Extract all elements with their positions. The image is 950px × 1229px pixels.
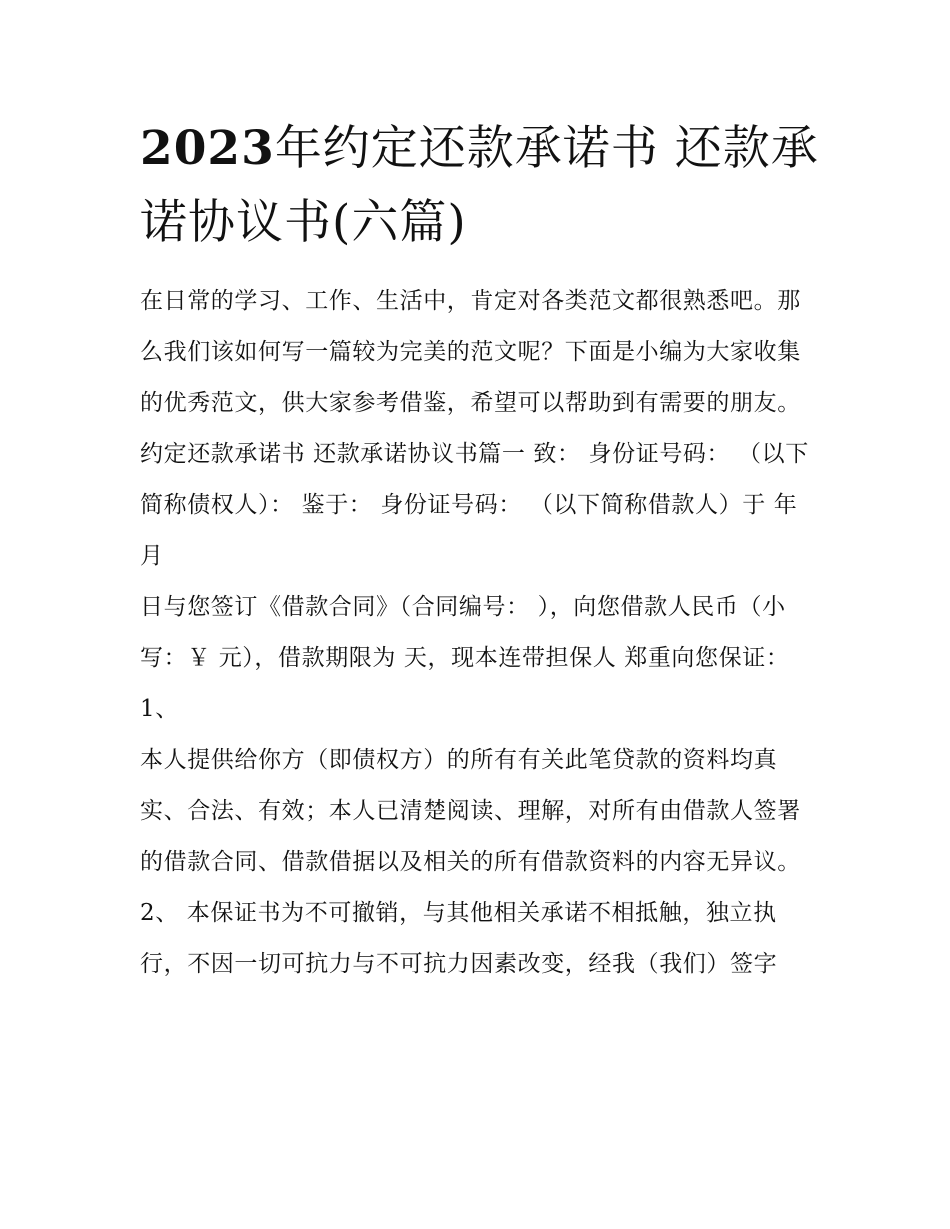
- document-title: [140, 112, 820, 260]
- addressee-paragraph: 约定还款承诺书 还款承诺协议书篇一 致： 身份证号码： （以下简称债权人）： 鉴于： 身份证号码： （以下简称借款人）于 年 月: [140, 441, 809, 569]
- document-page: [140, 112, 820, 990]
- document-body: [140, 276, 820, 990]
- clause-2-paragraph: 2、 本保证书为不可撤销，与其他相关承诺不相抵触，独立执行，不因一切可抗力与不可抗力因素改变，经我（我们）签字: [140, 900, 778, 977]
- contract-paragraph: 日与您签订《借款合同》（合同编号： ），向您借款人民币（小写：￥ 元），借款期限为 天，现本连带担保人 郑重向您保证： 1、: [140, 594, 790, 722]
- title-year: 2023: [140, 121, 275, 176]
- clause-1-paragraph: 本人提供给你方（即债权方）的所有有关此笔贷款的资料均真实、合法、有效；本人已清楚阅读、理解，对所有由借款人签署的借款合同、借款借据以及相关的所有借款资料的内容无异议。: [140, 747, 801, 875]
- intro-paragraph: 在日常的学习、工作、生活中，肯定对各类范文都很熟悉吧。那么我们该如何写一篇较为完美的范文呢？下面是小编为大家收集的优秀范文，供大家参考借鉴，希望可以帮助到有需要的朋友。: [140, 288, 801, 416]
- title-text: 年约定还款承诺书 还款承诺协议书(六篇): [140, 121, 819, 250]
